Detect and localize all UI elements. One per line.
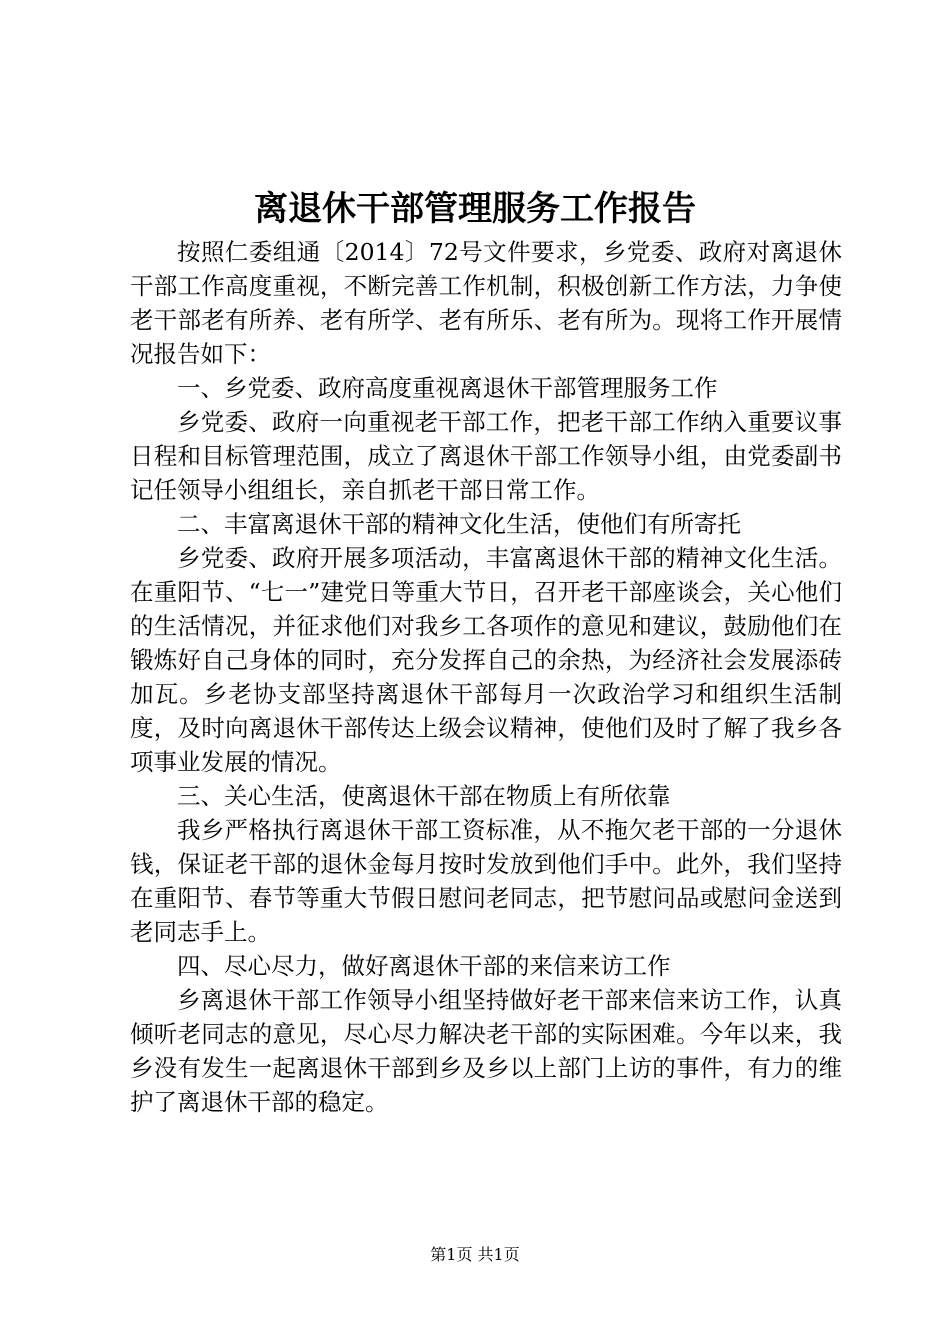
section-heading-4: 四、尽心尽力，做好离退休干部的来信来访工作: [177, 952, 671, 980]
section-body-1: 乡党委、政府一向重视老干部工作，把老干部工作纳入重要议事日程和目标管理范围，成立了离退休干部工作领导小组，由党委副书记任领导小组组长，亲自抓老干部日常工作。: [130, 408, 842, 504]
section-heading-2: 二、丰富离退休干部的精神文化生活，使他们有所寄托: [177, 510, 741, 538]
section-body-4: 乡离退休干部工作领导小组坚持做好老干部来信来访工作，认真倾听老同志的意见，尽心尽力解决老干部的实际困难。今年以来，我乡没有发生一起离退休干部到乡及乡以上部门上访的事件，有力的维护了离退休干部的稳定。: [130, 986, 842, 1116]
section-body-2: 乡党委、政府开展多项活动，丰富离退休干部的精神文化生活。在重阳节、“七一”建党日等重大节日，召开老干部座谈会，关心他们的生活情况，并征求他们对我乡工各项作的意见和建议，鼓励他们在锻炼好自己身体的同时，充分发挥自己的余热，为经济社会发展添砖加瓦。乡老协支部坚持离退休干部每月一次政治学习和组织生活制度，及时向离退休干部传达上级会议精神，使他们及时了解了我乡各项事业发展的情况。: [130, 544, 842, 776]
section-body-3: 我乡严格执行离退休干部工资标准，从不拖欠老干部的一分退休钱，保证老干部的退休金每月按时发放到他们手中。此外，我们坚持在重阳节、春节等重大节假日慰问老同志，把节慰问品或慰问金送到老同志手上。: [130, 816, 842, 946]
page-number-footer: 第1页 共1页: [430, 1245, 520, 1264]
document-body: [130, 235, 842, 1119]
section-heading-1: 一、乡党委、政府高度重视离退休干部管理服务工作: [177, 374, 718, 402]
intro-paragraph: 按照仁委组通〔2014〕72号文件要求，乡党委、政府对离退休干部工作高度重视，不断完善工作机制，积极创新工作方法，力争使老干部老有所养、老有所学、老有所乐、老有所为。现将工作开展情况报告如下：: [130, 238, 842, 368]
section-heading-3: 三、关心生活，使离退休干部在物质上有所依靠: [177, 782, 671, 810]
document-title: 离退休干部管理服务工作报告: [254, 189, 696, 229]
